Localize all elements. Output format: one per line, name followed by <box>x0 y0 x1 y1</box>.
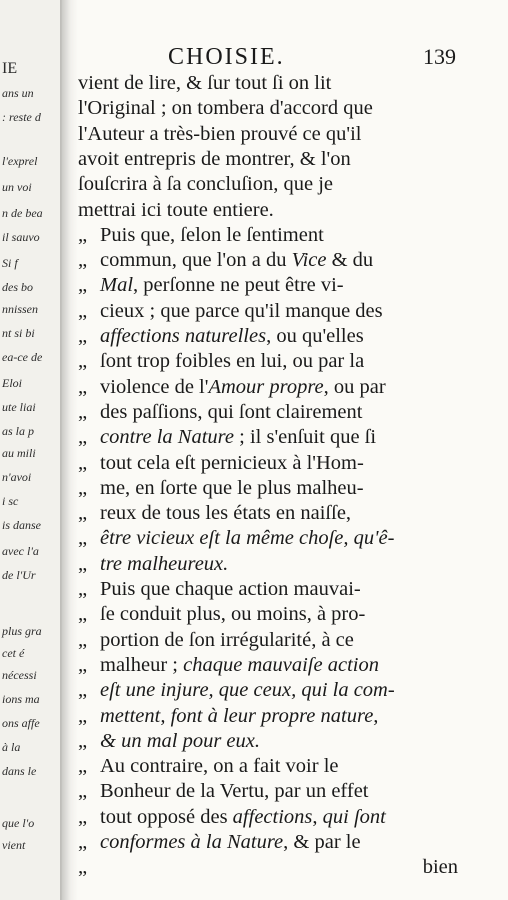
quote-mark: „ <box>78 451 88 474</box>
line-text <box>100 578 361 601</box>
italic-run: Mal <box>100 274 134 297</box>
quote-mark: „ <box>78 476 88 499</box>
text-run: reux de tous les états en naiſſe, <box>100 502 352 525</box>
previous-page-fragment: ons affe <box>2 716 40 730</box>
text-line <box>78 654 458 679</box>
text-run: tout cela eſt pernicieux à l'Hom- <box>100 451 364 474</box>
line-text <box>78 199 274 222</box>
italic-run: qui ſont <box>322 805 386 828</box>
line-text <box>100 274 344 297</box>
text-run: , ou qu'elles <box>266 325 364 347</box>
quote-mark: „ <box>78 856 88 879</box>
quote-mark: „ <box>78 325 88 347</box>
quote-mark: „ <box>78 299 88 322</box>
italic-run: contre la Nature <box>100 426 234 449</box>
line-text <box>100 376 386 399</box>
line-text <box>78 123 361 146</box>
previous-page-fragment: ans un <box>2 86 34 100</box>
line-text <box>100 350 364 373</box>
previous-page-fragment: n de bea <box>2 206 43 220</box>
text-run: Puis que chaque action mauvai- <box>100 578 361 600</box>
text-run: , perſonne ne peut être vi- <box>133 274 344 297</box>
line-text <box>100 755 339 778</box>
line-text <box>100 224 324 247</box>
previous-page-fragment: un voi <box>2 180 32 194</box>
quote-mark: „ <box>78 679 88 702</box>
quote-mark: „ <box>78 375 88 398</box>
line-text <box>100 325 364 348</box>
italic-run: & un mal pour eux. <box>100 729 260 752</box>
line-text <box>100 553 228 576</box>
previous-page-fragment: au mili <box>2 446 36 460</box>
quote-mark: „ <box>78 223 88 246</box>
text-run: , ou par <box>323 375 386 398</box>
text-line <box>78 856 458 881</box>
text-line <box>78 426 458 451</box>
line-text <box>100 426 376 449</box>
text-run: commun, que l'on a du <box>100 249 292 272</box>
text-run: avoit entrepris de montrer, & l'on <box>78 147 351 170</box>
previous-page-fragment: n'avoi <box>2 470 32 484</box>
text-line <box>78 173 458 198</box>
text-line <box>78 806 458 831</box>
text-run: ſe conduit plus, ou moins, à pro- <box>100 603 366 626</box>
quote-mark: „ <box>78 628 88 651</box>
previous-page-fragment: Eloi <box>2 376 22 390</box>
running-title: CHOISIE. <box>168 44 285 70</box>
text-run: portion de ſon irrégularité, à ce <box>100 628 354 651</box>
line-text <box>100 780 369 803</box>
text-run: tout opposé des <box>100 805 233 828</box>
quote-mark: „ <box>78 527 88 550</box>
text-line <box>78 755 458 780</box>
text-run: ; il s'enſuit que ſi <box>234 426 377 449</box>
previous-page-fragment: : reste d <box>2 110 41 124</box>
italic-run: mettent, font à leur propre nature, <box>100 704 379 727</box>
text-run: des paſſions, qui ſont clairement <box>100 400 363 423</box>
line-text <box>78 148 351 171</box>
previous-page-fragment: il sauvo <box>2 230 40 244</box>
book-gutter <box>60 0 78 900</box>
text-run: bien <box>422 856 458 879</box>
text-line <box>78 148 458 173</box>
italic-run: chaque mauvaiſe action <box>183 653 379 676</box>
line-text <box>100 705 378 728</box>
text-run: , <box>312 805 323 828</box>
line-text <box>423 856 458 879</box>
line-text <box>100 730 260 753</box>
previous-page-fragment: nécessi <box>2 668 37 682</box>
italic-run: affections <box>232 805 313 828</box>
previous-page-fragment: vient <box>2 838 26 852</box>
quote-mark: „ <box>78 780 88 803</box>
previous-page-fragment: is danse <box>2 518 41 532</box>
line-text <box>100 629 354 652</box>
text-run: vient de lire, & ſur tout ſi on lit <box>78 72 332 94</box>
text-line <box>78 705 458 730</box>
text-run: violence de l' <box>100 375 209 398</box>
previous-page-fragment: à la <box>2 740 21 754</box>
previous-page-fragment: i sc <box>2 494 19 508</box>
italic-run: Vice <box>291 249 327 272</box>
text-line <box>78 199 458 224</box>
text-line <box>78 325 458 350</box>
quote-mark: „ <box>78 704 88 727</box>
previous-page-fragment: nnissen <box>2 302 38 316</box>
line-text <box>100 679 395 702</box>
text-run: ſouſcrira à ſa concluſion, que je <box>78 173 334 196</box>
italic-run: tre malheureux. <box>100 552 229 575</box>
previous-page-fragment: l'exprel <box>2 154 38 168</box>
quote-mark: „ <box>78 249 88 272</box>
previous-page-fragment: avec l'a <box>2 544 39 558</box>
text-line <box>78 97 458 122</box>
text-line <box>78 350 458 375</box>
text-line <box>78 300 458 325</box>
text-run: Au contraire, on a fait voir le <box>100 755 339 778</box>
line-text <box>78 173 333 196</box>
italic-run: être vicieux eſt la même choſe, qu'ê- <box>100 527 395 550</box>
quote-mark: „ <box>78 400 88 423</box>
text-run: & du <box>326 249 374 272</box>
text-line <box>78 527 458 552</box>
previous-page-fragment: ute liai <box>2 400 36 414</box>
text-run: l'Original ; on tombera d'accord que <box>78 97 373 120</box>
previous-page-fragment: cet é <box>2 646 25 660</box>
line-text <box>100 603 365 626</box>
line-text <box>78 97 373 120</box>
text-run: me, en ſorte que le plus malheu- <box>100 476 364 499</box>
text-line <box>78 578 458 603</box>
text-line <box>78 376 458 401</box>
line-text <box>100 502 351 525</box>
previous-page-fragment: ea-ce de <box>2 350 43 364</box>
text-line <box>78 502 458 527</box>
previous-page-margin <box>0 0 62 900</box>
line-text <box>100 806 386 829</box>
quote-mark: „ <box>78 350 88 373</box>
italic-run: affections naturelles <box>100 325 267 347</box>
quote-mark: „ <box>78 426 88 449</box>
previous-page-fragment: nt si bi <box>2 326 35 340</box>
quote-mark: „ <box>78 805 88 828</box>
text-line <box>78 249 458 274</box>
previous-page-fragment: as la p <box>2 424 35 438</box>
text-run: Puis que, ſelon le ſentiment <box>100 223 324 246</box>
line-text <box>100 300 383 323</box>
previous-page-fragment: Si f <box>2 256 18 270</box>
previous-page-fragment: dans le <box>2 764 37 778</box>
line-text <box>100 249 373 272</box>
text-line <box>78 452 458 477</box>
previous-page-fragment: plus gra <box>2 624 42 638</box>
italic-run: Amour propre <box>208 375 324 398</box>
quote-mark: „ <box>78 502 88 525</box>
quote-mark: „ <box>78 274 88 297</box>
text-line <box>78 780 458 805</box>
text-run: malheur ; <box>100 653 184 676</box>
quote-mark: „ <box>78 831 88 853</box>
text-run: mettrai ici toute entiere. <box>78 198 274 221</box>
line-text <box>100 527 394 550</box>
previous-page-fragment: ions ma <box>2 692 40 706</box>
italic-run: eſt une injure, que ceux, qui la com- <box>100 679 395 702</box>
line-text <box>100 831 361 854</box>
text-line <box>78 679 458 704</box>
italic-run: conformes à la Nature <box>100 831 284 853</box>
text-line <box>78 553 458 578</box>
text-line <box>78 72 458 97</box>
text-line <box>78 401 458 426</box>
line-text <box>100 452 364 475</box>
quote-mark: „ <box>78 578 88 600</box>
quote-mark: „ <box>78 603 88 626</box>
quote-mark: „ <box>78 552 88 575</box>
line-text <box>100 401 362 424</box>
text-line <box>78 274 458 299</box>
quote-mark: „ <box>78 653 88 676</box>
text-line <box>78 831 458 856</box>
text-run: ſont trop foibles en lui, ou par la <box>100 350 365 373</box>
text-line <box>78 477 458 502</box>
page-number: 139 <box>423 44 456 69</box>
previous-page-fragment: de l'Ur <box>2 568 36 582</box>
text-run: l'Auteur a très-bien prouvé ce qu'il <box>78 122 362 145</box>
text-run: cieux ; que parce qu'il manque des <box>100 299 383 322</box>
quote-mark: „ <box>78 729 88 752</box>
text-line <box>78 603 458 628</box>
text-line <box>78 629 458 654</box>
text-run: , & par le <box>283 831 361 853</box>
text-run: Bonheur de la Vertu, par un effet <box>100 780 369 803</box>
line-text <box>100 654 379 677</box>
previous-page-fragment: IE <box>2 60 18 77</box>
text-line <box>78 123 458 148</box>
previous-page-fragment: que l'o <box>2 816 35 830</box>
line-text <box>100 477 364 500</box>
text-line <box>78 224 458 249</box>
text-line <box>78 730 458 755</box>
line-text <box>78 72 331 95</box>
previous-page-fragment: des bo <box>2 280 33 294</box>
quote-mark: „ <box>78 755 88 778</box>
